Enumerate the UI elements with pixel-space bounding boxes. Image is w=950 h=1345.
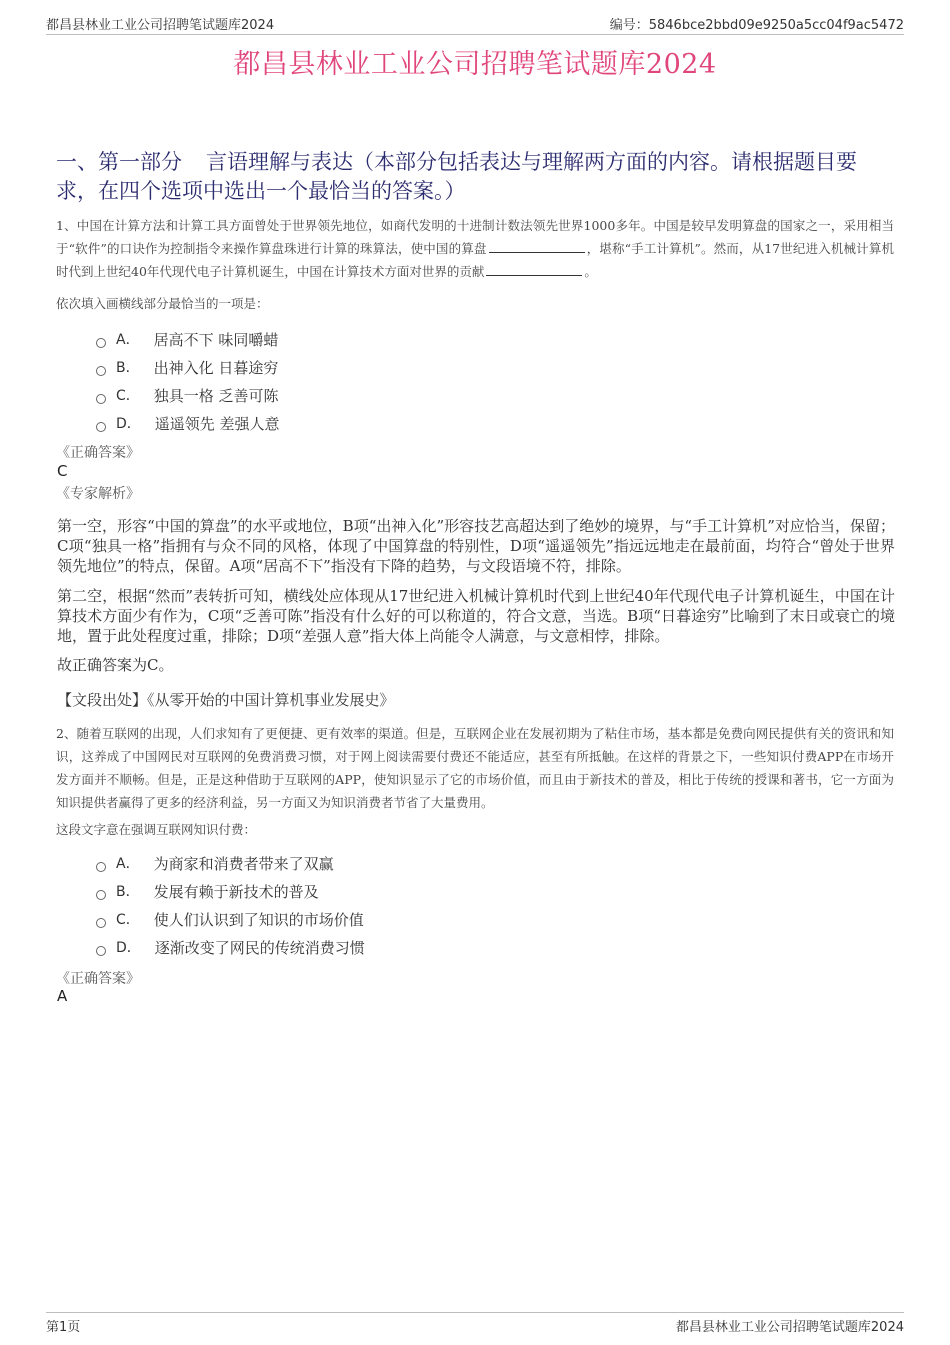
answer-blank-2	[486, 263, 582, 276]
option-b[interactable]	[96, 354, 856, 382]
radio-icon[interactable]	[96, 946, 106, 956]
option-b[interactable]	[96, 878, 856, 906]
option-letter: C．	[116, 912, 140, 928]
radio-icon[interactable]	[96, 918, 106, 928]
option-c[interactable]	[96, 906, 856, 934]
option-text: 逐渐改变了网民的传统消费习惯	[154, 939, 365, 957]
question-2-prompt: 这段文字意在强调互联网知识付费：	[56, 822, 257, 837]
option-d[interactable]	[96, 410, 856, 438]
q1-text-part-b: ，堪称“手工计算机”。然而，从17世纪进入机械计算机时代到上世纪40年代现代电子计算机诞生，中国在计算技术方面对世界的贡献	[56, 241, 894, 279]
option-c[interactable]	[96, 382, 856, 410]
question-2-text: 2、随着互联网的出现，人们求知有了更便捷、更有效率的渠道。但是，互联网企业在发展初期为了粘住市场，基本都是免费向网民提供有关的资讯和知识，这养成了中国网民对互联网的免费消费习惯，对于网上阅读需要付费还不能适应，甚至有所抵触。在这样的背景之下，一些知识付费APP在市场开发方面并不顺畅。但是，正是这种借助于互联网的APP，使知识显示了它的市场价值，而且由于新技术的普及，相比于传统的授课和著书，它一方面为知识提供者赢得了更多的经济利益，另一方面又为知识消费者节省了大量费用。	[56, 726, 894, 810]
correct-answer: C	[57, 462, 68, 480]
question-2-options	[96, 850, 856, 962]
radio-icon[interactable]	[96, 890, 106, 900]
option-letter: D．	[116, 940, 141, 956]
answer-label: 《正确答案》	[56, 971, 140, 987]
section-heading	[56, 148, 896, 206]
option-letter: A．	[116, 856, 140, 872]
radio-icon[interactable]	[96, 366, 106, 376]
option-text: 出神入化 日暮途穷	[153, 359, 279, 377]
option-letter: B．	[116, 884, 140, 900]
document-title: 都昌县林业工业公司招聘笔试题库2024	[233, 49, 717, 80]
option-text: 独具一格 乏善可陈	[153, 387, 279, 405]
radio-icon[interactable]	[96, 862, 106, 872]
option-letter: C．	[116, 388, 140, 404]
option-letter: B．	[116, 360, 140, 376]
correct-answer: A	[57, 987, 68, 1005]
analysis-label: 《专家解析》	[56, 486, 140, 502]
section-part: 一、第一部分	[56, 150, 182, 174]
header-title: 都昌县林业工业公司招聘笔试题库2024	[46, 18, 275, 33]
question-1-text	[56, 214, 894, 283]
analysis-paragraph-2: 第二空，根据“然而”表转折可知，横线处应体现从17世纪进入机械计算机时代到上世纪40年代现代电子计算机诞生，中国在计算技术方面少有作为，C项“乏善可陈”指没有什么好的可以称道的，符合文意，当选。B项“日暮途穷”比喻到了末日或衰亡的境地，置于此处程度过重，排除；D项“差强人意”指大体上尚能令人满意，与文意相悖，排除。	[57, 587, 895, 645]
option-text: 为商家和消费者带来了双赢	[153, 855, 334, 873]
question-1-prompt: 依次填入画横线部分最恰当的一项是：	[56, 296, 269, 311]
radio-icon[interactable]	[96, 338, 106, 348]
analysis-paragraph-1: 第一空，形容“中国的算盘”的水平或地位，B项“出神入化”形容技艺高超达到了绝妙的境界，与“手工计算机”对应恰当，保留；C项“独具一格”指拥有与众不同的风格，体现了中国算盘的特别性，D项“遥遥领先”指远远地走在最前面，均符合“曾处于世界领先地位”的特点，保留。A项“居高不下”指没有下降的趋势，与文段语境不符，排除。	[57, 517, 895, 575]
text-source: 【文段出处】《从零开始的中国计算机事业发展史》	[57, 691, 395, 709]
q1-text-part-a: 1、中国在计算方法和计算工具方面曾处于世界领先地位，如商代发明的十进制计数法领先世界1000多年。中国是较早发明算盘的国家之一，采用相当于“软件”的口诀作为控制指令来操作算盘珠进行计算的珠算法，使中国的算盘	[56, 218, 894, 256]
page-header	[46, 14, 904, 35]
header-doc-id: 编号：5846bce2bbd09e9250a5cc04f9ac5472	[609, 18, 904, 33]
radio-icon[interactable]	[96, 422, 106, 432]
page-footer	[46, 1312, 904, 1335]
option-text: 居高不下 味同嚼蜡	[153, 331, 279, 349]
radio-icon[interactable]	[96, 394, 106, 404]
answer-label: 《正确答案》	[56, 445, 140, 461]
q1-text-part-c: 。	[584, 264, 597, 279]
option-text: 发展有赖于新技术的普及	[153, 883, 319, 901]
section-description: 言语理解与表达（本部分包括表达与理解两方面的内容。请根据题目要求，在四个选项中选出一个最恰当的答案。）	[56, 150, 857, 203]
option-letter: D．	[116, 416, 141, 432]
option-text: 遥遥领先 差强人意	[154, 415, 280, 433]
page-number: 第1页	[46, 1320, 81, 1335]
footer-title: 都昌县林业工业公司招聘笔试题库2024	[675, 1320, 904, 1335]
question-1-options	[96, 326, 856, 438]
option-a[interactable]	[96, 326, 856, 354]
option-text: 使人们认识到了知识的市场价值	[153, 911, 364, 929]
option-letter: A．	[116, 332, 140, 348]
option-d[interactable]	[96, 934, 856, 962]
analysis-conclusion: 故正确答案为C。	[57, 656, 174, 674]
answer-blank-1	[489, 240, 585, 253]
option-a[interactable]	[96, 850, 856, 878]
